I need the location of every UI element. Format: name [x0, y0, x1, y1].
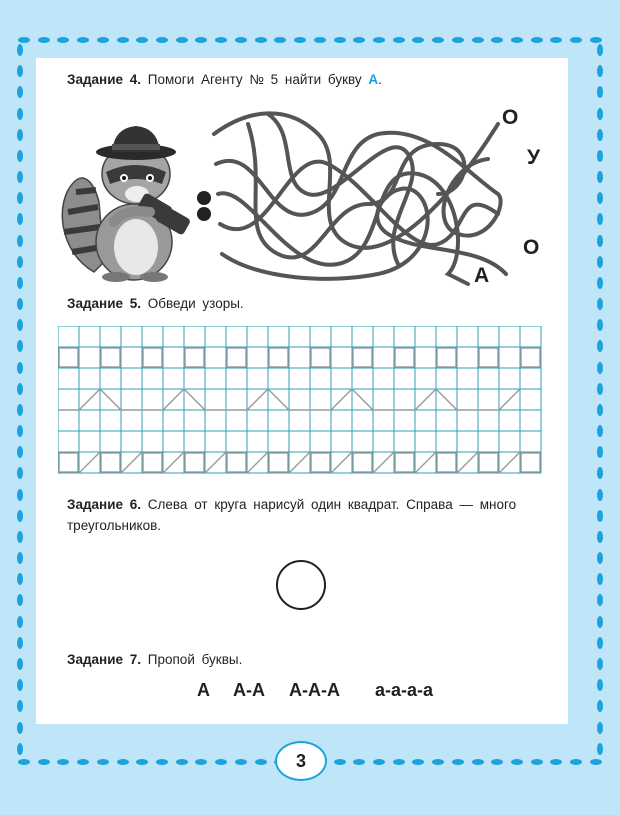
frame-dot	[432, 759, 444, 765]
frame-dot	[550, 759, 562, 765]
frame-dot	[597, 213, 603, 225]
pattern-square	[353, 348, 372, 367]
frame-dot	[17, 192, 23, 204]
frame-dot	[597, 171, 603, 183]
pattern-diagonal	[457, 452, 478, 473]
frame-dot	[590, 759, 602, 765]
frame-dot	[393, 37, 405, 43]
frame-dot	[597, 743, 603, 755]
pattern-square	[185, 348, 204, 367]
maze-letter-1: О	[502, 106, 519, 129]
frame-dot	[17, 679, 23, 691]
frame-dot	[17, 552, 23, 564]
maze-letter-2: У	[527, 146, 541, 169]
frame-left-border	[14, 44, 26, 755]
task4-label: Задание 4.	[67, 72, 142, 87]
frame-dot	[17, 362, 23, 374]
pattern-diagonal	[331, 452, 352, 473]
frame-dot	[353, 759, 365, 765]
frame-dot	[17, 340, 23, 352]
frame-dot	[176, 37, 188, 43]
frame-dot	[412, 37, 424, 43]
frame-dot	[17, 256, 23, 268]
frame-dot	[511, 759, 523, 765]
frame-dot	[117, 37, 129, 43]
frame-dot	[97, 37, 109, 43]
frame-dot	[235, 759, 247, 765]
frame-dot	[531, 759, 543, 765]
frame-dot	[597, 235, 603, 247]
frame-dot	[17, 446, 23, 458]
frame-dot	[491, 759, 503, 765]
frame-dot	[597, 277, 603, 289]
frame-dot	[17, 637, 23, 649]
page-number: 3	[295, 750, 306, 771]
frame-dot	[38, 759, 50, 765]
task7-heading	[67, 650, 538, 670]
task5-text: Обведи узоры.	[147, 296, 244, 311]
pattern-square	[101, 348, 120, 367]
frame-dot	[597, 298, 603, 310]
frame-dot	[17, 383, 23, 395]
frame-dot	[195, 759, 207, 765]
frame-dot	[255, 759, 267, 765]
pattern-square	[227, 348, 246, 367]
frame-dot	[17, 235, 23, 247]
sing-letters-item-2: А-А	[233, 680, 265, 700]
pattern-diagonal	[247, 452, 268, 473]
pattern-square	[227, 453, 246, 472]
frame-dot	[17, 108, 23, 120]
frame-dot	[176, 759, 188, 765]
frame-dot	[597, 425, 603, 437]
frame-dot	[570, 37, 582, 43]
frame-dot	[57, 37, 69, 43]
frame-dot	[491, 37, 503, 43]
frame-dot	[18, 759, 30, 765]
frame-dot	[597, 616, 603, 628]
pattern-diagonal	[415, 452, 436, 473]
pattern-diagonal	[499, 452, 520, 473]
frame-dot	[136, 37, 148, 43]
frame-dot	[597, 86, 603, 98]
frame-dot	[597, 319, 603, 331]
pattern-square	[395, 453, 414, 472]
frame-top-border	[18, 34, 602, 46]
frame-dot	[452, 759, 464, 765]
frame-dot	[597, 362, 603, 374]
frame-dot	[597, 446, 603, 458]
frame-dot	[17, 743, 23, 755]
frame-dot	[17, 298, 23, 310]
frame-dot	[597, 383, 603, 395]
pattern-square	[143, 348, 162, 367]
frame-dot	[590, 37, 602, 43]
pattern-square	[269, 453, 288, 472]
frame-dot	[235, 37, 247, 43]
pattern-diagonal	[79, 452, 100, 473]
sing-letters-item-4: а-а-а-а	[375, 680, 434, 700]
frame-dot	[472, 37, 484, 43]
frame-dot	[597, 700, 603, 712]
frame-dot	[38, 37, 50, 43]
frame-dot	[597, 510, 603, 522]
sing-letters-row	[197, 680, 433, 701]
task4-period: .	[378, 72, 382, 87]
frame-dot	[432, 37, 444, 43]
pattern-square	[185, 453, 204, 472]
pattern-square	[59, 348, 78, 367]
frame-dot	[17, 510, 23, 522]
pattern-square	[353, 453, 372, 472]
frame-dot	[597, 404, 603, 416]
frame-dot	[550, 37, 562, 43]
frame-dot	[17, 594, 23, 606]
frame-dot	[597, 108, 603, 120]
frame-dot	[17, 658, 23, 670]
frame-dot	[156, 759, 168, 765]
raccoon-agent-illustration	[54, 112, 214, 282]
frame-dot	[373, 37, 385, 43]
frame-dot	[597, 573, 603, 585]
frame-dot	[597, 552, 603, 564]
page-number-badge	[275, 741, 327, 781]
pattern-square	[437, 348, 456, 367]
frame-dot	[597, 489, 603, 501]
frame-dot	[274, 37, 286, 43]
reference-circle	[276, 560, 326, 610]
pattern-square	[395, 348, 414, 367]
frame-dot	[117, 759, 129, 765]
frame-dot	[57, 759, 69, 765]
pattern-diagonal	[289, 452, 310, 473]
frame-dot	[17, 425, 23, 437]
task6-heading	[67, 494, 538, 536]
pattern-diagonal	[205, 452, 226, 473]
frame-dot	[314, 37, 326, 43]
frame-dot	[195, 37, 207, 43]
frame-dot	[373, 759, 385, 765]
frame-dot	[17, 467, 23, 479]
frame-dot	[17, 171, 23, 183]
frame-dot	[215, 759, 227, 765]
frame-dot	[294, 37, 306, 43]
task7-text: Пропой буквы.	[147, 652, 243, 667]
frame-dot	[597, 594, 603, 606]
frame-dot	[17, 319, 23, 331]
frame-dot	[215, 37, 227, 43]
pattern-diagonal	[373, 452, 394, 473]
frame-dot	[393, 759, 405, 765]
frame-dot	[17, 150, 23, 162]
frame-dot	[597, 637, 603, 649]
frame-dot	[597, 531, 603, 543]
pattern-square	[311, 453, 330, 472]
frame-dot	[597, 256, 603, 268]
frame-dot	[334, 759, 346, 765]
frame-dot	[511, 37, 523, 43]
frame-dot	[17, 65, 23, 77]
frame-dot	[17, 700, 23, 712]
frame-dot	[353, 37, 365, 43]
frame-dot	[17, 277, 23, 289]
frame-dot	[17, 616, 23, 628]
frame-dot	[255, 37, 267, 43]
frame-dot	[597, 192, 603, 204]
pattern-square	[101, 453, 120, 472]
frame-right-border	[594, 44, 606, 755]
frame-dot	[17, 573, 23, 585]
frame-dot	[597, 150, 603, 162]
task6-label: Задание 6.	[67, 497, 142, 512]
pattern-square	[269, 348, 288, 367]
frame-dot	[570, 759, 582, 765]
task4-target-letter: А	[368, 72, 379, 87]
frame-dot	[97, 759, 109, 765]
pattern-square	[479, 453, 498, 472]
frame-dot	[17, 489, 23, 501]
tangled-lines-maze	[208, 104, 508, 290]
frame-dot	[334, 37, 346, 43]
frame-dot	[597, 129, 603, 141]
pattern-square	[437, 453, 456, 472]
pattern-square	[521, 348, 540, 367]
sing-letters-item-3: А-А-А	[289, 680, 340, 700]
frame-dot	[17, 531, 23, 543]
pattern-diagonal	[163, 452, 184, 473]
frame-dot	[597, 679, 603, 691]
frame-dot	[156, 37, 168, 43]
frame-dot	[412, 759, 424, 765]
pattern-square	[311, 348, 330, 367]
frame-dot	[136, 759, 148, 765]
frame-dot	[597, 65, 603, 77]
pattern-square	[59, 453, 78, 472]
frame-dot	[77, 759, 89, 765]
task5-heading	[67, 294, 538, 314]
frame-dot	[597, 340, 603, 352]
frame-dot	[17, 86, 23, 98]
frame-dot	[17, 404, 23, 416]
frame-dot	[17, 44, 23, 56]
frame-dot	[597, 44, 603, 56]
task7-label: Задание 7.	[67, 652, 142, 667]
pattern-square	[143, 453, 162, 472]
frame-dot	[531, 37, 543, 43]
pattern-square	[479, 348, 498, 367]
task4-text: Помоги Агенту № 5 найти букву	[147, 72, 362, 87]
frame-dot	[77, 37, 89, 43]
tracing-pattern-grid	[58, 326, 543, 474]
pattern-square	[521, 453, 540, 472]
frame-dot	[597, 658, 603, 670]
task4-heading	[67, 70, 538, 90]
frame-dot	[18, 37, 30, 43]
frame-dot	[17, 213, 23, 225]
maze-letter-4: А	[474, 264, 490, 287]
maze-letter-3: О	[523, 236, 540, 259]
sing-letters-item-1: А	[197, 680, 210, 700]
frame-dot	[452, 37, 464, 43]
task6-text: Слева от круга нарисуй один квадрат. Справа — много треугольников.	[67, 497, 517, 533]
frame-dot	[597, 467, 603, 479]
task5-label: Задание 5.	[67, 296, 142, 311]
worksheet-page	[36, 58, 568, 724]
frame-dot	[17, 722, 23, 734]
pattern-diagonal	[121, 452, 142, 473]
frame-dot	[17, 129, 23, 141]
frame-dot	[597, 722, 603, 734]
frame-dot	[472, 759, 484, 765]
